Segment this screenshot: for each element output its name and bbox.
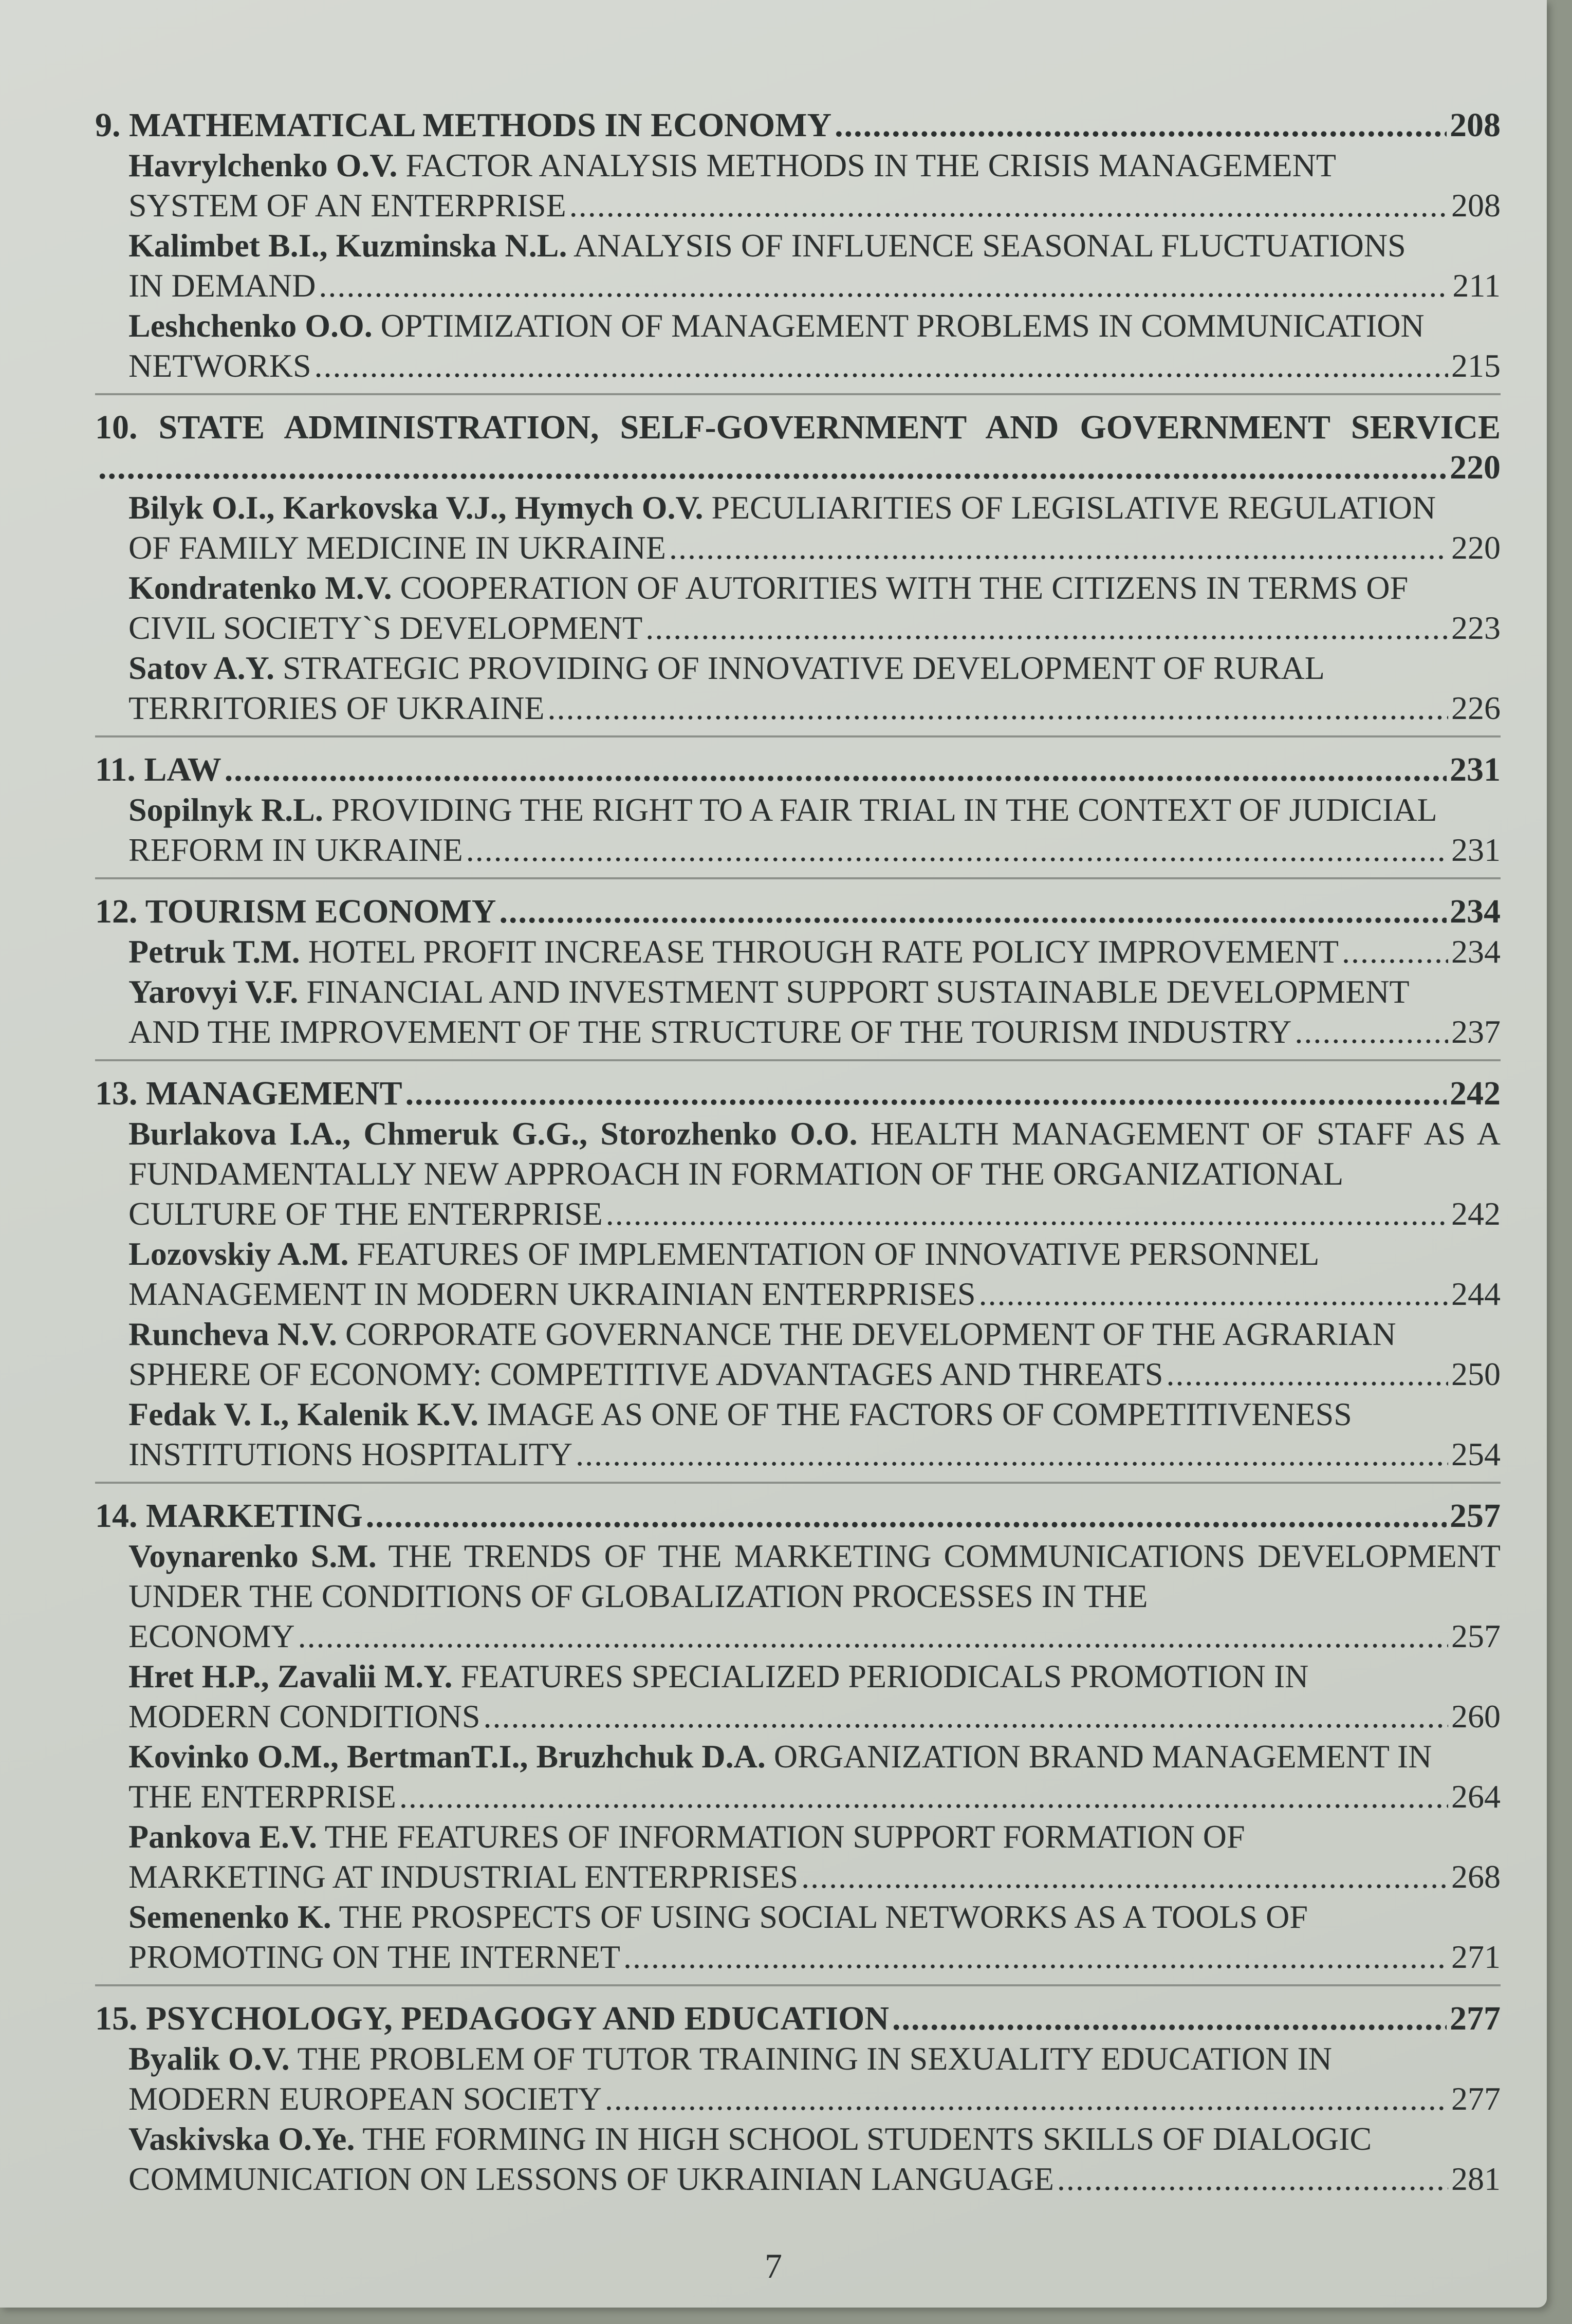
dot-leader: [569, 186, 1448, 226]
toc-entry: [95, 2119, 1501, 2199]
section-heading: [95, 892, 1501, 932]
entry-title-end: TERRITORIES OF UKRAINE: [128, 690, 545, 726]
section-heading: [95, 408, 1501, 488]
entry-authors: Kalimbet B.I., Kuzminska N.L.: [128, 227, 567, 264]
entry-title: HEALTH MANAGEMENT OF STAFF AS A FUNDAMENTALLY NEW APPROACH IN FORMATION OF THE ORGANIZATIONAL: [128, 1115, 1501, 1192]
entry-page: 244: [1451, 1276, 1501, 1312]
entry-authors: Kovinko O.M., BertmanT.I., Bruzhchuk D.A.: [128, 1738, 766, 1775]
entry-page: 260: [1451, 1698, 1501, 1735]
entry-title: THE PROBLEM OF TUTOR TRAINING IN SEXUALITY EDUCATION IN: [289, 2040, 1332, 2077]
section-page: 220: [1450, 449, 1501, 486]
entry-authors: Leshchenko O.O.: [128, 307, 373, 344]
toc-entry: [95, 145, 1501, 226]
dot-leader: [466, 830, 1448, 870]
entry-title: FEATURES SPECIALIZED PERIODICALS PROMOTION IN: [452, 1658, 1309, 1694]
entry-authors: Vaskivska O.Ye.: [128, 2120, 355, 2157]
section-title: 13. MANAGEMENT: [95, 1075, 402, 1112]
entry-title-end: IN DEMAND: [128, 267, 316, 304]
entry-authors: Burlakova I.A., Chmeruk G.G., Storozhenko O.O.: [128, 1115, 858, 1152]
entry-page: 268: [1451, 1858, 1501, 1895]
entry-title: FACTOR ANALYSIS METHODS IN THE CRISIS MANAGEMENT: [397, 147, 1336, 183]
toc-entry: [95, 790, 1501, 870]
toc-entry: [95, 1234, 1501, 1314]
entry-title: PECULIARITIES OF LEGISLATIVE REGULATION: [703, 489, 1436, 526]
dot-leader: [499, 892, 1447, 932]
toc-section: [95, 750, 1501, 879]
entry-authors: Kondratenko M.V.: [128, 569, 392, 606]
entry-page: 223: [1451, 610, 1501, 646]
section-page: 242: [1450, 1075, 1501, 1112]
entry-title-end: AND THE IMPROVEMENT OF THE STRUCTURE OF THE TOURISM INDUSTRY: [128, 1013, 1292, 1050]
dot-leader: [645, 608, 1448, 648]
entry-authors: Fedak V. I., Kalenik K.V.: [128, 1396, 479, 1432]
entry-title: THE PROSPECTS OF USING SOCIAL NETWORKS AS A TOOLS OF: [331, 1898, 1308, 1935]
entry-authors: Voynarenko S.M.: [128, 1538, 377, 1574]
entry-authors: Pankova E.V.: [128, 1818, 317, 1855]
entry-authors: Satov A.Y.: [128, 650, 274, 686]
section-heading: [95, 1496, 1501, 1536]
entry-title-end: COMMUNICATION ON LESSONS OF UKRAINIAN LANGUAGE: [128, 2161, 1054, 2197]
entry-title: OPTIMIZATION OF MANAGEMENT PROBLEMS IN COMMUNICATION: [372, 307, 1425, 344]
entry-page: 231: [1451, 832, 1501, 868]
dot-leader: [669, 528, 1448, 568]
entry-title-end: MODERN CONDITIONS: [128, 1698, 480, 1735]
entry-page: 271: [1451, 1939, 1501, 1975]
entry-title: COOPERATION OF AUTORITIES WITH THE CITIZENS IN TERMS OF: [392, 569, 1409, 606]
dot-leader: [892, 1999, 1447, 2039]
toc-entry: [95, 1536, 1501, 1656]
dot-leader: [225, 750, 1447, 790]
entry-page: 237: [1451, 1013, 1501, 1050]
dot-leader: [98, 448, 1447, 488]
entry-authors: Lozovskiy A.M.: [128, 1235, 349, 1272]
entry-title: PROVIDING THE RIGHT TO A FAIR TRIAL IN THE CONTEXT OF JUDICIAL: [323, 791, 1437, 828]
toc-entry: [95, 648, 1501, 728]
dot-leader: [483, 1696, 1448, 1737]
section-page: 231: [1450, 751, 1501, 788]
dot-leader: [315, 346, 1448, 386]
dot-leader: [366, 1496, 1447, 1536]
dot-leader: [801, 1857, 1448, 1897]
dot-leader: [548, 688, 1449, 728]
entry-page: 242: [1451, 1195, 1501, 1232]
toc-section: [95, 408, 1501, 737]
entry-title-end: PROMOTING ON THE INTERNET: [128, 1939, 620, 1975]
toc-entry: [95, 1737, 1501, 1817]
toc-entry: [95, 1114, 1501, 1234]
entry-title: FINANCIAL AND INVESTMENT SUPPORT SUSTAINABLE DEVELOPMENT: [298, 973, 1410, 1010]
entry-title: CORPORATE GOVERNANCE THE DEVELOPMENT OF THE AGRARIAN: [337, 1316, 1396, 1352]
toc-entry: [95, 1656, 1501, 1737]
entry-page: 250: [1451, 1356, 1501, 1392]
section-title: 10. STATE ADMINISTRATION, SELF-GOVERNMENT AND GOVERNMENT SERVICE: [95, 409, 1501, 446]
entry-title-end: ECONOMY: [128, 1618, 295, 1654]
entry-authors: Sopilnyk R.L.: [128, 791, 323, 828]
entry-title-end: INSTITUTIONS HOSPITALITY: [128, 1436, 573, 1472]
section-page: 257: [1450, 1497, 1501, 1535]
entry-page: 234: [1451, 933, 1501, 970]
entry-title: THE FORMING IN HIGH SCHOOL STUDENTS SKILLS OF DIALOGIC: [355, 2120, 1372, 2157]
entry-title-end: OF FAMILY MEDICINE IN UKRAINE: [128, 529, 666, 566]
entry-title-end: CIVIL SOCIETY`S DEVELOPMENT: [128, 610, 643, 646]
entry-title-end: NETWORKS: [128, 347, 311, 384]
entry-title: THE FEATURES OF INFORMATION SUPPORT FORMATION OF: [317, 1818, 1245, 1855]
dot-leader: [1342, 932, 1448, 972]
entry-title: HOTEL PROFIT INCREASE THROUGH RATE POLICY IMPROVEMENT: [300, 933, 1339, 970]
entry-page: 208: [1451, 187, 1501, 224]
dot-leader: [1057, 2159, 1448, 2199]
dot-leader: [605, 2079, 1448, 2119]
section-page: 277: [1450, 2000, 1501, 2037]
toc-entry: [95, 568, 1501, 648]
section-page: 208: [1450, 106, 1501, 144]
dot-leader: [979, 1274, 1448, 1314]
dot-leader: [405, 1074, 1447, 1114]
section-page: 234: [1450, 893, 1501, 930]
toc-entry: [95, 2039, 1501, 2119]
toc-entry: [95, 226, 1501, 306]
page-number: 7: [765, 2246, 782, 2285]
toc-section: [95, 1074, 1501, 1484]
section-title: 14. MARKETING: [95, 1497, 363, 1535]
section-heading: [95, 105, 1501, 145]
entry-title-end: CULTURE OF THE ENTERPRISE: [128, 1195, 603, 1232]
section-heading: [95, 1074, 1501, 1114]
entry-title-end: MANAGEMENT IN MODERN UKRAINIAN ENTERPRISES: [128, 1276, 976, 1312]
toc-entry: [95, 306, 1501, 386]
entry-title-end: MARKETING AT INDUSTRIAL ENTERPRISES: [128, 1858, 799, 1895]
section-title: 9. MATHEMATICAL METHODS IN ECONOMY: [95, 106, 832, 144]
table-of-contents: [95, 105, 1501, 2219]
entry-page: 257: [1451, 1618, 1501, 1654]
toc-entry: [95, 488, 1501, 568]
entry-page: 254: [1451, 1436, 1501, 1472]
entry-page: 281: [1451, 2161, 1501, 2197]
toc-section: [95, 1496, 1501, 1986]
entry-page: 215: [1451, 347, 1501, 384]
toc-entry: [95, 1897, 1501, 1977]
entry-title: ORGANIZATION BRAND MANAGEMENT IN: [765, 1738, 1432, 1775]
dot-leader: [576, 1434, 1448, 1474]
dot-leader: [835, 105, 1447, 145]
toc-entry: [95, 932, 1501, 972]
dot-leader: [606, 1194, 1448, 1234]
entry-page: 277: [1451, 2080, 1501, 2117]
entry-authors: Petruk T.M.: [128, 933, 300, 970]
section-heading: [95, 750, 1501, 790]
entry-page: 264: [1451, 1778, 1501, 1815]
entry-authors: Yarovyi V.F.: [128, 973, 299, 1010]
dot-leader: [319, 266, 1449, 306]
entry-authors: Semenenko K.: [128, 1898, 331, 1935]
entry-authors: Havrylchenko O.V.: [128, 147, 398, 183]
toc-entry: [95, 1314, 1501, 1394]
section-title: 15. PSYCHOLOGY, PEDAGOGY AND EDUCATION: [95, 2000, 890, 2037]
entry-title-end: SPHERE OF ECONOMY: COMPETITIVE ADVANTAGES AND THREATS: [128, 1356, 1163, 1392]
toc-entry: [95, 972, 1501, 1052]
entry-authors: Bilyk O.I., Karkovska V.J., Hymych O.V.: [128, 489, 704, 526]
dot-leader: [1166, 1354, 1448, 1394]
dot-leader: [1294, 1012, 1448, 1052]
entry-page: 226: [1451, 690, 1501, 726]
entry-page: 211: [1452, 267, 1501, 304]
entry-title: THE TRENDS OF THE MARKETING COMMUNICATIONS DEVELOPMENT UNDER THE CONDITIONS OF GLOBALIZATION PROCESSES IN THE: [128, 1538, 1501, 1614]
section-heading: [95, 1999, 1501, 2039]
dot-leader: [623, 1937, 1448, 1977]
toc-entry: [95, 1394, 1501, 1474]
toc-section: [95, 1999, 1501, 2206]
entry-title-end: SYSTEM OF AN ENTERPRISE: [128, 187, 566, 224]
dot-leader: [399, 1777, 1448, 1817]
toc-section: [95, 892, 1501, 1061]
section-title: 12. TOURISM ECONOMY: [95, 893, 496, 930]
entry-title-end: MODERN EUROPEAN SOCIETY: [128, 2080, 602, 2117]
toc-section: [95, 105, 1501, 395]
entry-title-end: REFORM IN UKRAINE: [128, 832, 463, 868]
entry-authors: Hret H.P., Zavalii M.Y.: [128, 1658, 453, 1694]
entry-title: ANALYSIS OF INFLUENCE SEASONAL FLUCTUATIONS: [567, 227, 1406, 264]
entry-title: STRATEGIC PROVIDING OF INNOVATIVE DEVELOPMENT OF RURAL: [274, 650, 1325, 686]
section-title: 11. LAW: [95, 751, 221, 788]
entry-title: IMAGE AS ONE OF THE FACTORS OF COMPETITIVENESS: [478, 1396, 1352, 1432]
entry-page: 220: [1451, 529, 1501, 566]
entry-title-end: THE ENTERPRISE: [128, 1778, 396, 1815]
entry-authors: Runcheva N.V.: [128, 1316, 337, 1352]
entry-authors: Byalik O.V.: [128, 2040, 290, 2077]
dot-leader: [298, 1616, 1448, 1656]
toc-entry: [95, 1817, 1501, 1897]
entry-title: FEATURES OF IMPLEMENTATION OF INNOVATIVE PERSONNEL: [348, 1235, 1320, 1272]
